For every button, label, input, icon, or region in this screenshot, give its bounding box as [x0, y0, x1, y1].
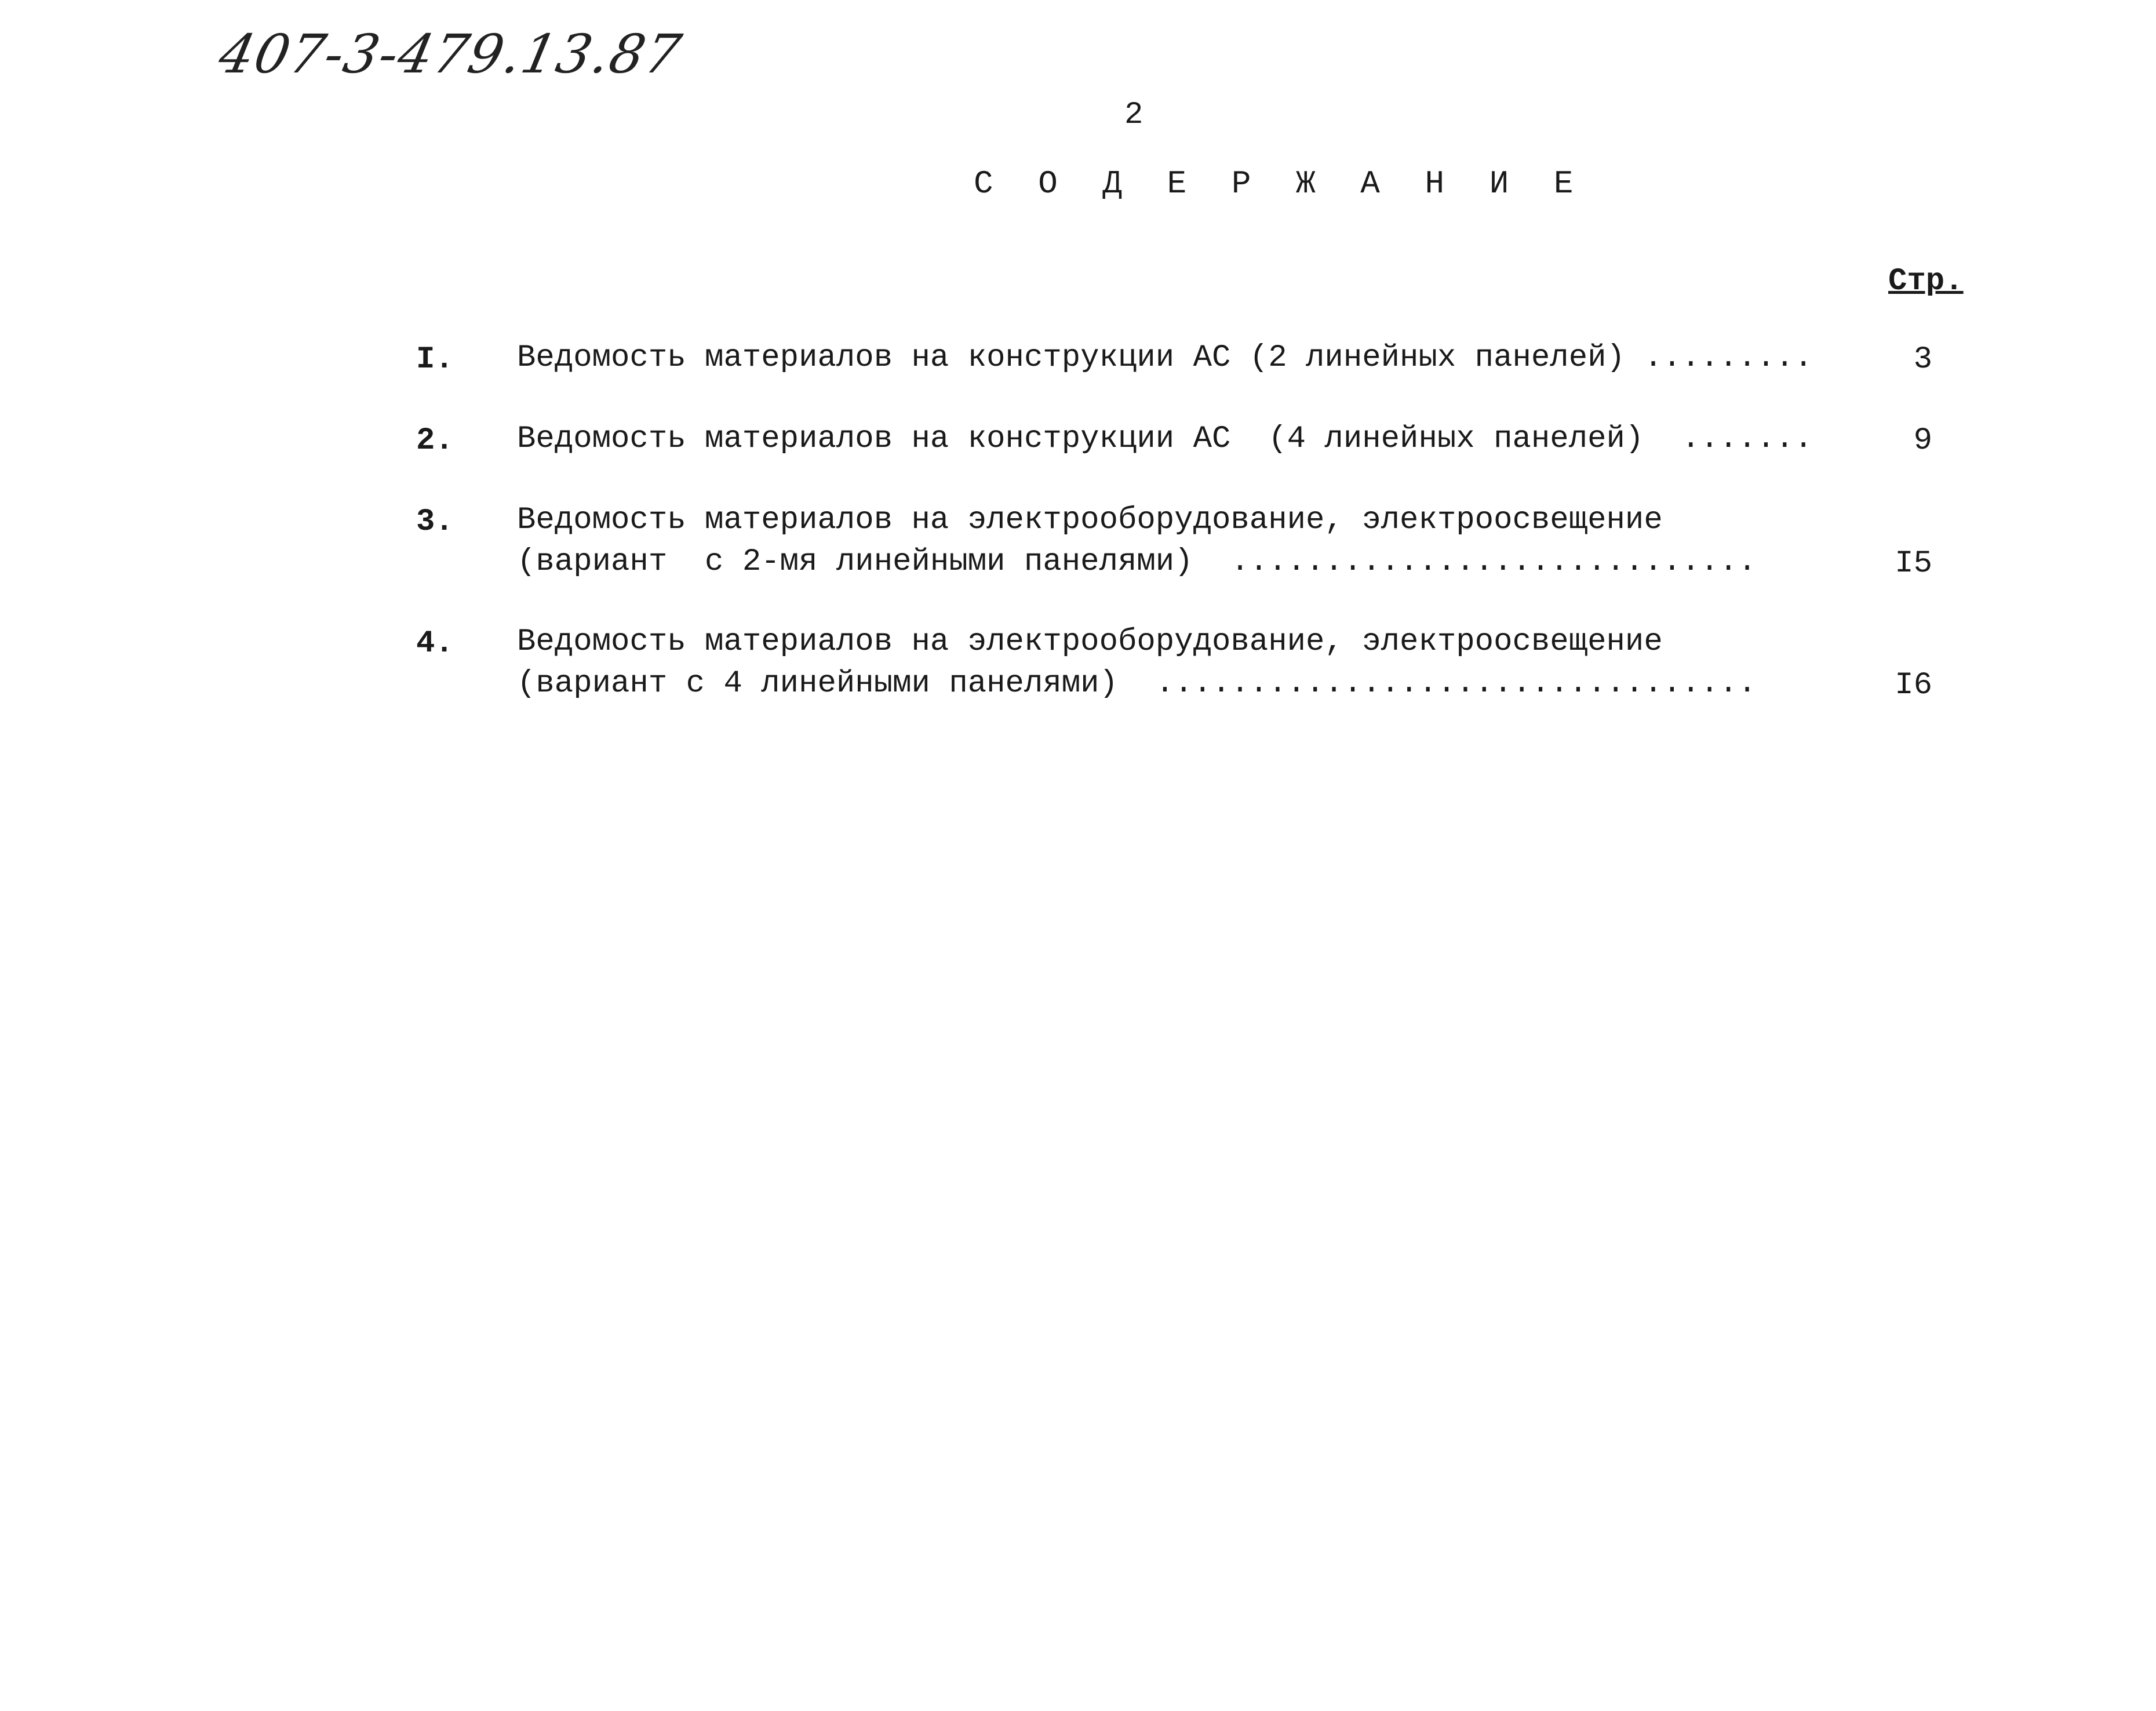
entry-page: I5 — [1895, 546, 1932, 581]
entry-number: 4. — [416, 626, 454, 661]
entry-title-line1: Ведомость материалов на конструкции АС (2 линейных панелей) ......... — [517, 340, 1813, 376]
entry-page: 3 — [1913, 342, 1932, 377]
entry-title-line2: (вариант с 2-мя линейными панелями) ............................ — [517, 544, 1757, 580]
document-code-handwritten: 407-3-479.13.87 — [213, 23, 687, 85]
entry-title-line1: Ведомость материалов на конструкции АС (4 линейных панелей) ....... — [517, 421, 1813, 457]
entry-page: I6 — [1895, 668, 1932, 703]
entry-title-line1: Ведомость материалов на электрооборудование, электроосвещение — [517, 503, 1663, 538]
entry-number: I. — [416, 342, 454, 377]
entry-title-line2: (вариант с 4 линейными панелями) ................................ — [517, 666, 1757, 701]
page-number: 2 — [1124, 97, 1143, 133]
page-column-header: Стр. — [1888, 264, 1964, 299]
entry-number: 3. — [416, 504, 454, 540]
entry-title-line1: Ведомость материалов на электрооборудование, электроосвещение — [517, 624, 1663, 660]
page-title: С О Д Е Р Ж А Н И Е — [974, 165, 1586, 202]
entry-page: 9 — [1913, 423, 1932, 458]
entry-number: 2. — [416, 423, 454, 458]
